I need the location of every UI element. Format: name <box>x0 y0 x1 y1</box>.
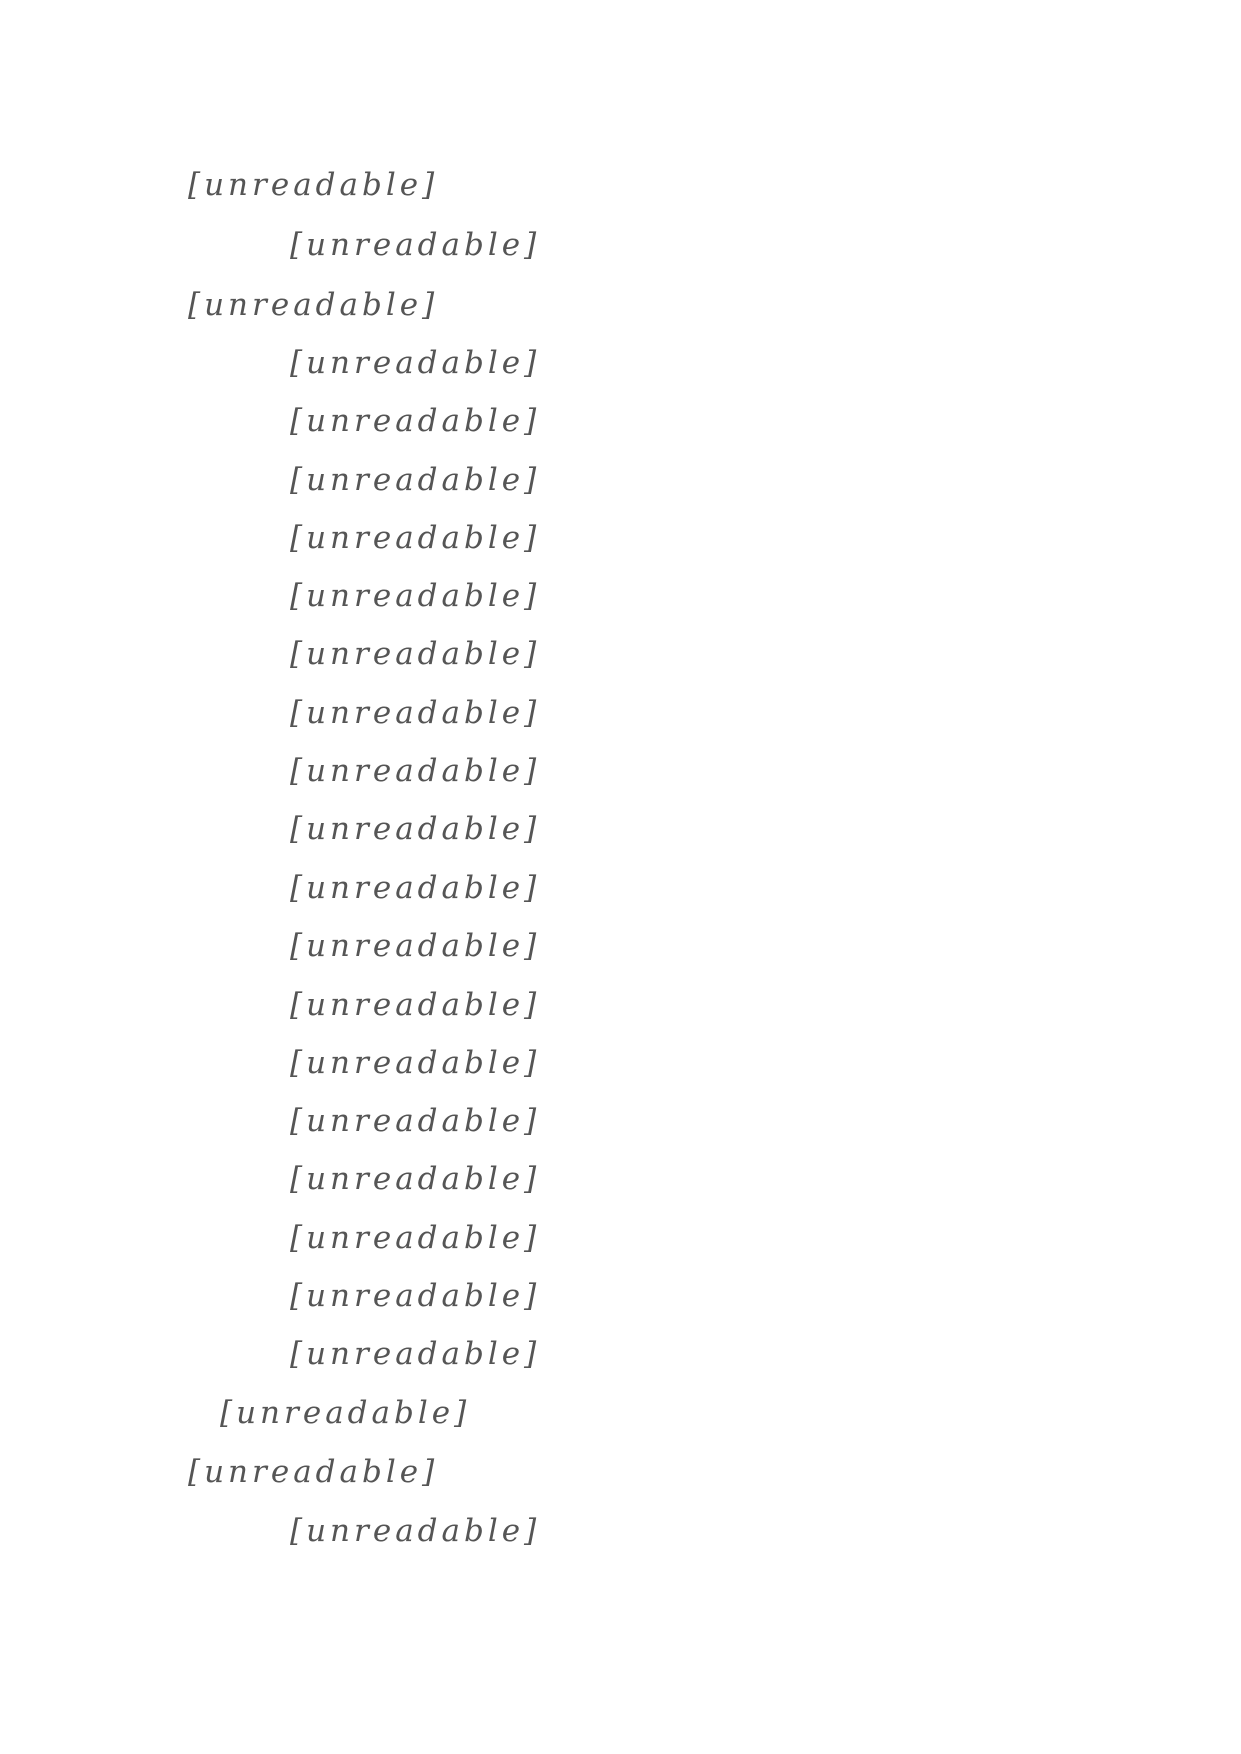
list-item: [unreadable] <box>290 1103 541 1139</box>
list-item: [unreadable] <box>290 520 541 556</box>
section-heading: [unreadable] <box>220 1395 471 1431</box>
list-item: [unreadable] <box>290 403 541 439</box>
list-item: [unreadable] <box>290 462 541 498</box>
list-item: [unreadable] <box>290 695 541 731</box>
list-item: [unreadable] <box>290 578 541 614</box>
list-item: [unreadable] <box>290 1336 541 1372</box>
list-item: [unreadable] <box>290 753 541 789</box>
list-item: [unreadable] <box>290 928 541 964</box>
list-item: [unreadable] <box>290 1278 541 1314</box>
list-item: [unreadable] <box>290 1161 541 1197</box>
text-line: [unreadable] <box>188 1454 439 1490</box>
list-item: [unreadable] <box>290 811 541 847</box>
list-item: [unreadable] <box>290 1513 541 1549</box>
list-item: [unreadable] <box>290 870 541 906</box>
text-line: [unreadable] <box>188 287 439 323</box>
list-item: [unreadable] <box>290 1045 541 1081</box>
list-item: [unreadable] <box>290 987 541 1023</box>
list-item: [unreadable] <box>290 345 541 381</box>
list-item: [unreadable] <box>290 636 541 672</box>
text-line: [unreadable] <box>188 167 439 203</box>
list-item: [unreadable] <box>290 1220 541 1256</box>
list-item: [unreadable] <box>290 227 541 263</box>
